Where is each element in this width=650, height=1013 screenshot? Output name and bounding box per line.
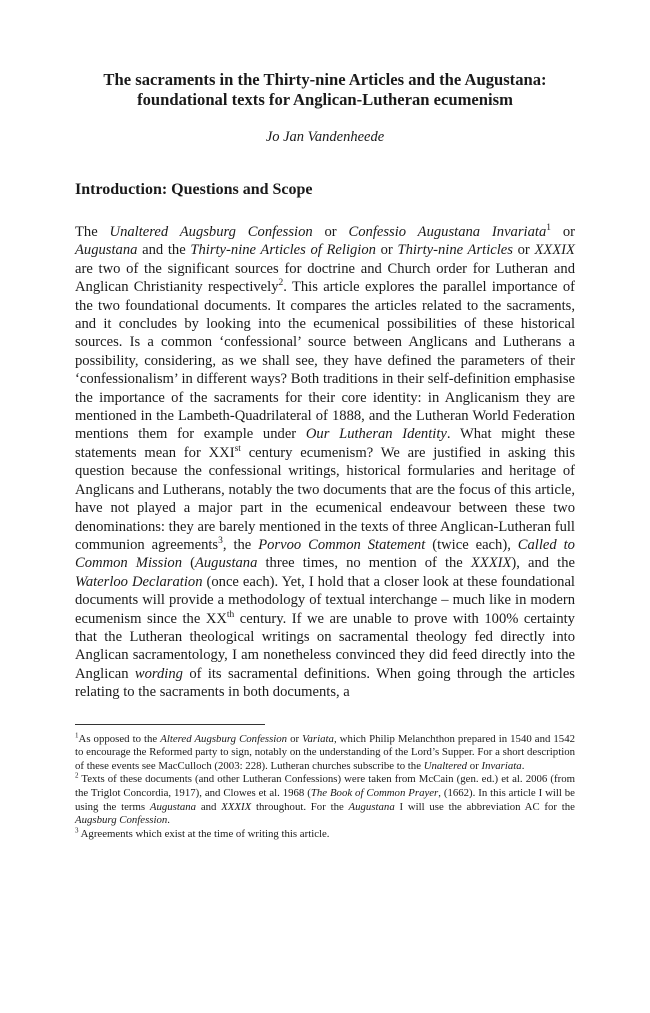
footnote-text-run: I will use the abbreviation AC for the [394, 800, 575, 813]
author-name: Jo Jan Vandenheede [265, 129, 385, 145]
body-italic-run: Augustana [194, 555, 258, 572]
footnote-mark: 3 [75, 826, 79, 835]
footnote-text-run: or [287, 732, 303, 745]
body-text-run: century. If we are unable to prove with 100% certainty that the Lutheran theological writings on sacramental theology fed directly into Anglican sacramentology, I am nonetheless convinced they did feed directly into the Anglican [75, 610, 575, 682]
footnote-text-run: As opposed to the [78, 732, 161, 745]
footnote-text-run: and [196, 800, 222, 813]
body-text-run: three times, no mention of the [257, 555, 471, 572]
body-italic-run: XXXIX [470, 555, 512, 572]
footnote-3 [75, 828, 575, 842]
title-line-1: The sacraments in the Thirty-nine Articles and the Augustana: [103, 70, 547, 89]
body-italic-run: Unaltered Augsburg Confession [109, 224, 313, 240]
footnote-italic-run: Augustana [348, 800, 395, 813]
body-italic-run: Thirty-nine Articles of Religion [190, 242, 376, 259]
footnote-text-run: . [167, 814, 170, 827]
footnote-text-run: , (1662). In this article I will be using the terms [75, 786, 575, 813]
footnote-italic-run: The Book of Common Prayer [310, 786, 439, 799]
footnote-ref-2[interactable]: 2 [278, 278, 284, 289]
footnote-mark: 2 [75, 771, 79, 780]
body-text-run: ), and the [511, 555, 575, 572]
footnote-italic-run: Unaltered [423, 759, 468, 772]
footnote-mark: 1 [75, 730, 79, 739]
footnote-text-run: Agreements which exist at the time of writing this article. [78, 827, 330, 840]
body-text-run: . This article explores the parallel importance of the two foundational documents. It compares the articles related to the sacraments, and it concludes by looking into the ecumenical possibilities of these historical sources. Is a common ‘confessional’ source between Anglicans and Lutherans a possibility, considering, as we shall see, they have defined the parameters of their ‘confessionalism’ in different ways? Both traditions in their self-definition emphasise the importance of the sacraments for their core identity: in Anglicanism they are mentioned in the Lambeth-Quadrilateral of 1888, and the Lutheran World Federation mentions them for example under [75, 279, 575, 443]
body-text-run: or [512, 242, 535, 259]
body-italic-run: Confessio Augustana Invariata [348, 224, 547, 240]
paper-title [75, 70, 575, 110]
footnote-italic-run: Altered Augsburg Confession [160, 732, 288, 745]
body-text-run: or [551, 224, 575, 240]
footnote-italic-run: Augsburg Confession [75, 814, 168, 827]
footnote-text-run: throughout. For the [251, 800, 349, 813]
body-text-run: (twice each), [425, 536, 518, 553]
body-text-run: of its sacramental definitions. When going through the articles relating to the sacraments in both documents, a [75, 665, 575, 701]
footnote-italic-run: Variata [302, 732, 334, 745]
body-text-run: and the [137, 242, 191, 259]
body-italic-run: Thirty-nine Articles [397, 242, 513, 259]
body-text-run: . What might these statements mean for XXI [75, 426, 575, 461]
footnote-ref-3[interactable]: 3 [218, 536, 223, 547]
body-text-run: (once each). Yet, I hold that a closer look at these foundational documents will provide a methodology of textual interchange – much like in modern ecumenism since the XX [75, 573, 575, 627]
body-italic-run: XXXIX [534, 242, 575, 259]
body-italic-run: Called to Common Mission [75, 536, 575, 572]
footnote-separator [75, 724, 265, 725]
footnote-italic-run: Invariata [481, 759, 522, 772]
body-italic-run: Augustana [75, 242, 138, 259]
section-heading: Introduction: Questions and Scope [75, 181, 313, 198]
footnote-text-run: Texts of these documents (and other Lutheran Confessions) were taken from McCain (gen. ed.) et al. 2006 (from the Triglot Concordia, 1917), and Clowes et al. 1968 ( [75, 773, 575, 799]
body-text-run: century ecumenism? We are justified in asking this question because the confessional writings, historical formularies and heritage of Anglicans and Lutherans, notably the two documents that are the focus of this article, have not played a major part in the ecumenical endeavour between these two denominations: they are barely mentioned in the texts of three Anglican-Lutheran full communion agreements [75, 444, 575, 553]
footnote-2 [75, 773, 575, 827]
body-italic-run: Our Lutheran Identity [305, 426, 447, 443]
footnote-1 [75, 730, 575, 774]
body-paragraph [75, 223, 575, 702]
footnote-text-run: or [467, 759, 482, 772]
footnote-ref-1[interactable]: 1 [546, 223, 551, 234]
body-italic-run: Porvoo Common Statement [258, 536, 426, 553]
body-text-run: ( [182, 555, 195, 572]
body-text-run: , the [222, 536, 259, 553]
footnote-italic-run: Augustana [149, 800, 197, 813]
body-italic-run: Waterloo Declaration [75, 573, 203, 590]
body-text-run: or [375, 242, 398, 259]
footnote-text-run: , which Philip Melanchthon prepared in 1540 and 1542 to encourage the Reformed party to sign, notably on the understanding of the Lord’s Supper. For a short description of these events see MacCulloch (2003: 228). Lutheran churches subscribe to the [75, 732, 575, 772]
body-text-run: or [312, 224, 349, 240]
body-text-run: The [75, 224, 110, 240]
ordinal-suffix: st [234, 444, 241, 455]
footnote-italic-run: XXXIX [221, 800, 252, 813]
document-page [0, 70, 650, 1013]
footnotes [75, 730, 575, 842]
ordinal-suffix: th [226, 609, 235, 620]
footnote-text-run: . [521, 759, 525, 772]
title-line-2: foundational texts for Anglican-Lutheran ecumenism [137, 90, 513, 109]
body-italic-run: wording [134, 665, 183, 682]
body-text-run: are two of the significant sources for doctrine and Church order for Lutheran and Anglican Christianity respectively [75, 260, 575, 296]
